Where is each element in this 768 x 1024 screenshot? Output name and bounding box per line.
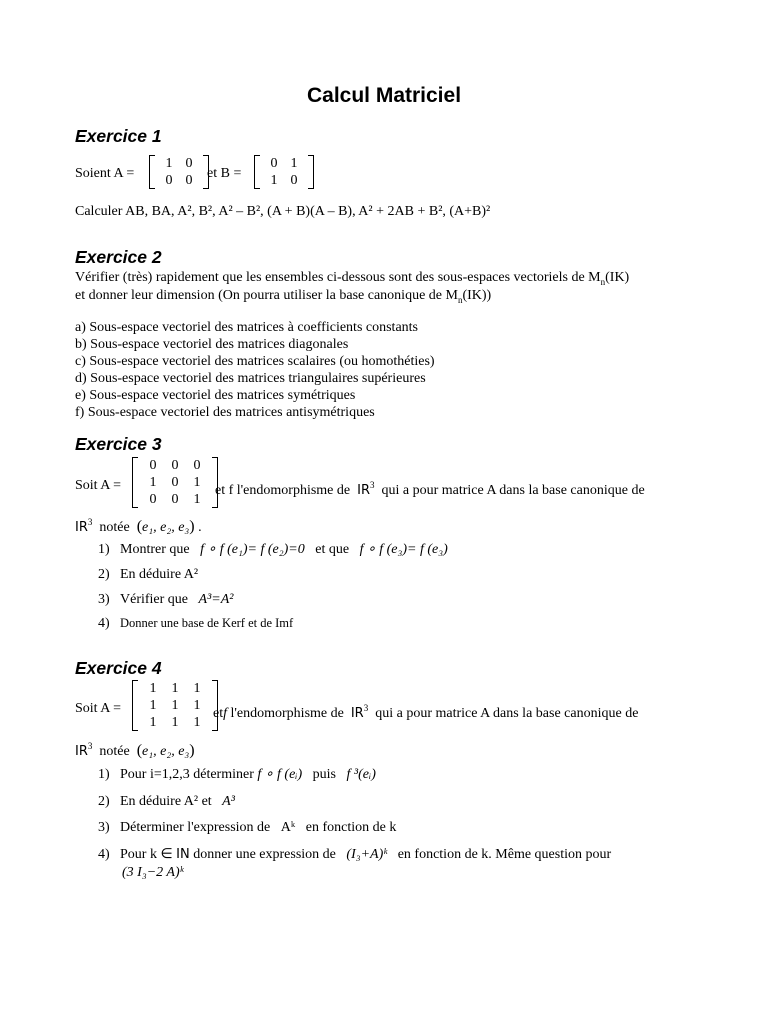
math-expression: f ∘ f (e₁)= f (e₂)=0 [200,542,305,557]
ex2-item: e) Sous-espace vectoriel des matrices symétriques [75,388,356,403]
ex3-line-2: $IR^3$ notée (e₁, e₂, e₃) . [75,517,202,535]
math-expression: f ∘ f (e₃)= f (e₃) [359,542,448,557]
matrix-cell: 1 [193,475,201,490]
math-expression: A³ [222,794,235,809]
math-expression: (I₃+A)ᵏ [346,847,388,862]
ex1-soient-label: Soient A = [75,166,135,181]
matrix-cell: 1 [149,715,157,730]
matrix-cell: 1 [149,681,157,696]
math-expression: f ∘ f (eᵢ) [257,767,303,782]
ex2-intro-line-2: et donner leur dimension (On pourra utiliser la base canonique de $M_n(IK)$) [75,288,492,305]
ex2-item: c) Sous-espace vectoriel des matrices scalaires (ou homothéties) [75,354,435,369]
basis-vectors: e₁, e₂, e₃ [142,744,190,759]
real-numbers-symbol: IR [350,706,364,721]
ex4-line-2: $IR^3$ notée (e₁, e₂, e₃) [75,741,195,759]
matrix-cell: 1 [193,715,201,730]
ex2-item: b) Sous-espace vectoriel des matrices diagonales [75,337,349,352]
list-number: 4) [98,847,110,862]
matrix-a-ex1 [149,155,209,189]
list-number: 4) [98,616,110,631]
matrix-cell: 1 [290,156,298,171]
matrix-cell: 1 [171,698,179,713]
math-expression: f ³(eᵢ) [346,767,376,782]
basis-vectors: e₁, e₂, e₃ [142,520,190,535]
page-title: Calcul Matriciel [306,84,462,107]
matrix-a-ex3 [132,457,218,508]
matrix-b-ex1 [254,155,314,189]
matrix-a-ex4 [132,680,218,731]
ex1-et-b-label: et B = [207,166,242,181]
ex3-question-2: En déduire A² [120,567,199,582]
list-number: 2) [98,567,110,582]
ex4-line-1: etf l'endomorphisme de $IR^3$ qui a pour matrice A dans la base canonique de [213,703,639,721]
ex2-item: a) Sous-espace vectoriel des matrices à coefficients constants [75,320,418,335]
ex4-soit-label: Soit A = [75,701,122,716]
ex3-line-1: et f l'endomorphisme de $IR^3$ qui a pour matrice A dans la base canonique de [215,480,645,498]
ex4-question-2: En déduire A² et A³ [120,794,235,809]
matrix-cell: 0 [185,156,193,171]
matrix-cell: 0 [193,458,201,473]
list-number: 3) [98,820,110,835]
math-expression: Aᵏ [280,820,296,835]
matrix-cell: 0 [149,492,157,507]
list-number: 1) [98,542,110,557]
matrix-cell: 0 [171,475,179,490]
matrix-cell: 0 [165,173,173,188]
matrix-cell: 0 [171,458,179,473]
matrix-cell: 1 [171,715,179,730]
ex3-question-4: Donner une base de Kerf et de Imf [120,616,294,630]
matrix-cell: 0 [185,173,193,188]
exercise-3-heading: Exercice 3 [75,434,162,454]
matrix-cell: 1 [193,492,201,507]
math-expression: (3 I₃−2 A)ᵏ [122,865,184,880]
matrix-cell: 0 [149,458,157,473]
matrix-cell: 1 [149,475,157,490]
matrix-cell: 1 [193,681,201,696]
ex3-question-3: Vérifier que A³=A² [120,592,234,607]
ex1-instruction: Calculer AB, BA, A², B², A² – B², (A + B)(A – B), A² + 2AB + B², (A+B)² [75,204,491,219]
matrix-cell: 1 [270,173,278,188]
matrix-cell: 1 [165,156,173,171]
ex2-item: d) Sous-espace vectoriel des matrices triangulaires supérieures [75,371,426,386]
list-number: 2) [98,794,110,809]
ex4-question-3: Déterminer l'expression de Aᵏ en fonction de k [120,820,397,835]
ex3-soit-label: Soit A = [75,478,122,493]
ex4-question-1: Pour i=1,2,3 déterminer f ∘ f (eᵢ) puis f ³(eᵢ) [120,767,376,782]
exercise-1-heading: Exercice 1 [75,126,162,146]
ex4-question-4: Pour k ∈ IN donner une expression de (I₃+A)ᵏ en fonction de k. Même question pour [120,847,612,862]
natural-numbers-symbol: IN [176,847,190,862]
ex2-intro-line-1: Vérifier (très) rapidement que les ensembles ci-dessous sont des sous-espaces vectoriels de $M_n(IK)$ [75,270,630,287]
ex3-question-1: Montrer que f ∘ f (e₁)= f (e₂)=0 et que f ∘ f (e₃)= f (e₃) [120,542,448,557]
matrix-cell: 1 [149,698,157,713]
matrix-cell: 1 [171,681,179,696]
matrix-cell: 0 [171,492,179,507]
ex2-item: f) Sous-espace vectoriel des matrices antisymétriques [75,405,375,420]
real-numbers-symbol: IR [357,483,370,498]
exercise-4-heading: Exercice 4 [75,658,162,678]
list-number: 3) [98,592,110,607]
math-expression: A³=A² [198,592,234,607]
matrix-cell: 1 [193,698,201,713]
matrix-cell: 0 [270,156,278,171]
ex4-question-4-cont [122,864,184,881]
exercise-2-heading: Exercice 2 [75,247,162,267]
list-number: 1) [98,767,110,782]
matrix-cell: 0 [290,173,298,188]
